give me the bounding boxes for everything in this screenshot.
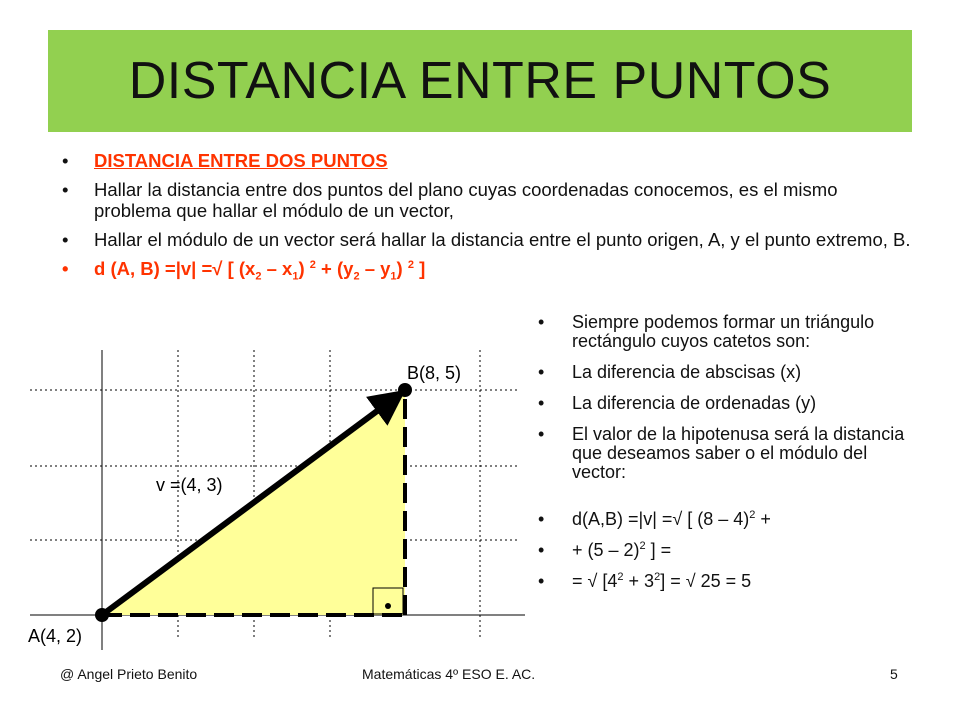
label-point-b: B(8, 5) xyxy=(407,363,462,383)
right-bullet-3 xyxy=(538,394,908,413)
formula-sub: 1 xyxy=(292,270,299,283)
formula-part: ) xyxy=(298,258,310,279)
right-bullet-5 xyxy=(538,510,908,529)
footer-page-number: 5 xyxy=(890,666,898,682)
label-vector: v =(4, 3) xyxy=(156,475,223,495)
formula-sub: 2 xyxy=(255,270,262,283)
right-bullet-7 xyxy=(538,572,908,591)
bullet-paragraph-1 xyxy=(62,179,912,221)
label-point-a: A(4, 2) xyxy=(28,626,83,646)
bullet-paragraph-2 xyxy=(62,229,912,250)
calc-part: + 3 xyxy=(623,571,655,591)
vector-graph xyxy=(0,330,540,660)
right-bullet-4 xyxy=(538,425,908,482)
right-bullet-text: El valor de la hipotenusa será la distancia que deseamos saber o el módulo del vector: xyxy=(572,424,905,482)
right-bullet-text: La diferencia de abscisas (x) xyxy=(572,362,802,382)
bullet-formula xyxy=(62,258,912,283)
footer-author: @ Angel Prieto Benito xyxy=(60,666,198,682)
formula-part: ) xyxy=(396,258,408,279)
paragraph-1-text: Hallar la distancia entre dos puntos del plano cuyas coordenadas conocemos, es el mismo problema que hallar el módulo de un vector, xyxy=(94,179,838,221)
point-a xyxy=(95,608,109,622)
right-bullet-list xyxy=(538,313,908,603)
calc-sup: 2 xyxy=(617,571,624,583)
point-b xyxy=(398,383,412,397)
formula-sub: 1 xyxy=(390,270,397,283)
right-bullet-1 xyxy=(538,313,908,351)
formula-part: – y xyxy=(359,258,391,279)
slide-title: DISTANCIA ENTRE PUNTOS xyxy=(128,52,832,110)
formula-part: + (y xyxy=(315,258,354,279)
calc-part: ] = xyxy=(645,540,672,560)
calc-sup: 2 xyxy=(654,571,661,583)
calc-sup: 2 xyxy=(639,540,646,552)
formula-sup: 2 xyxy=(309,258,316,271)
calc-part: ] = √ 25 = 5 xyxy=(660,571,752,591)
right-bullet-6 xyxy=(538,541,908,560)
calc-part: + (5 – 2) xyxy=(572,540,640,560)
formula-sup: 2 xyxy=(407,258,414,271)
calc-part: + xyxy=(755,509,771,529)
formula-part: d (A, B) =|v| =√ [ (x xyxy=(94,258,256,279)
right-angle-dot xyxy=(385,603,391,609)
right-bullet-2 xyxy=(538,363,908,382)
title-bar xyxy=(48,30,912,132)
right-bullet-text: La diferencia de ordenadas (y) xyxy=(572,393,817,413)
footer-course: Matemáticas 4º ESO E. AC. xyxy=(362,666,536,682)
formula-sub: 2 xyxy=(353,270,360,283)
paragraph-2-text: Hallar el módulo de un vector será hallar la distancia entre el punto origen, A, y el punto extremo, B. xyxy=(94,229,911,250)
formula-part: ] xyxy=(413,258,426,279)
top-bullet-list xyxy=(62,150,912,287)
bullet-heading xyxy=(62,150,912,171)
calc-sup: 2 xyxy=(749,509,756,521)
section-heading: DISTANCIA ENTRE DOS PUNTOS xyxy=(94,150,388,171)
calc-part: d(A,B) =|v| =√ [ (8 – 4) xyxy=(572,509,750,529)
formula-part: – x xyxy=(261,258,293,279)
right-bullet-text: Siempre podemos formar un triángulo rectángulo cuyos catetos son: xyxy=(572,312,875,351)
calc-part: = √ [4 xyxy=(572,571,618,591)
